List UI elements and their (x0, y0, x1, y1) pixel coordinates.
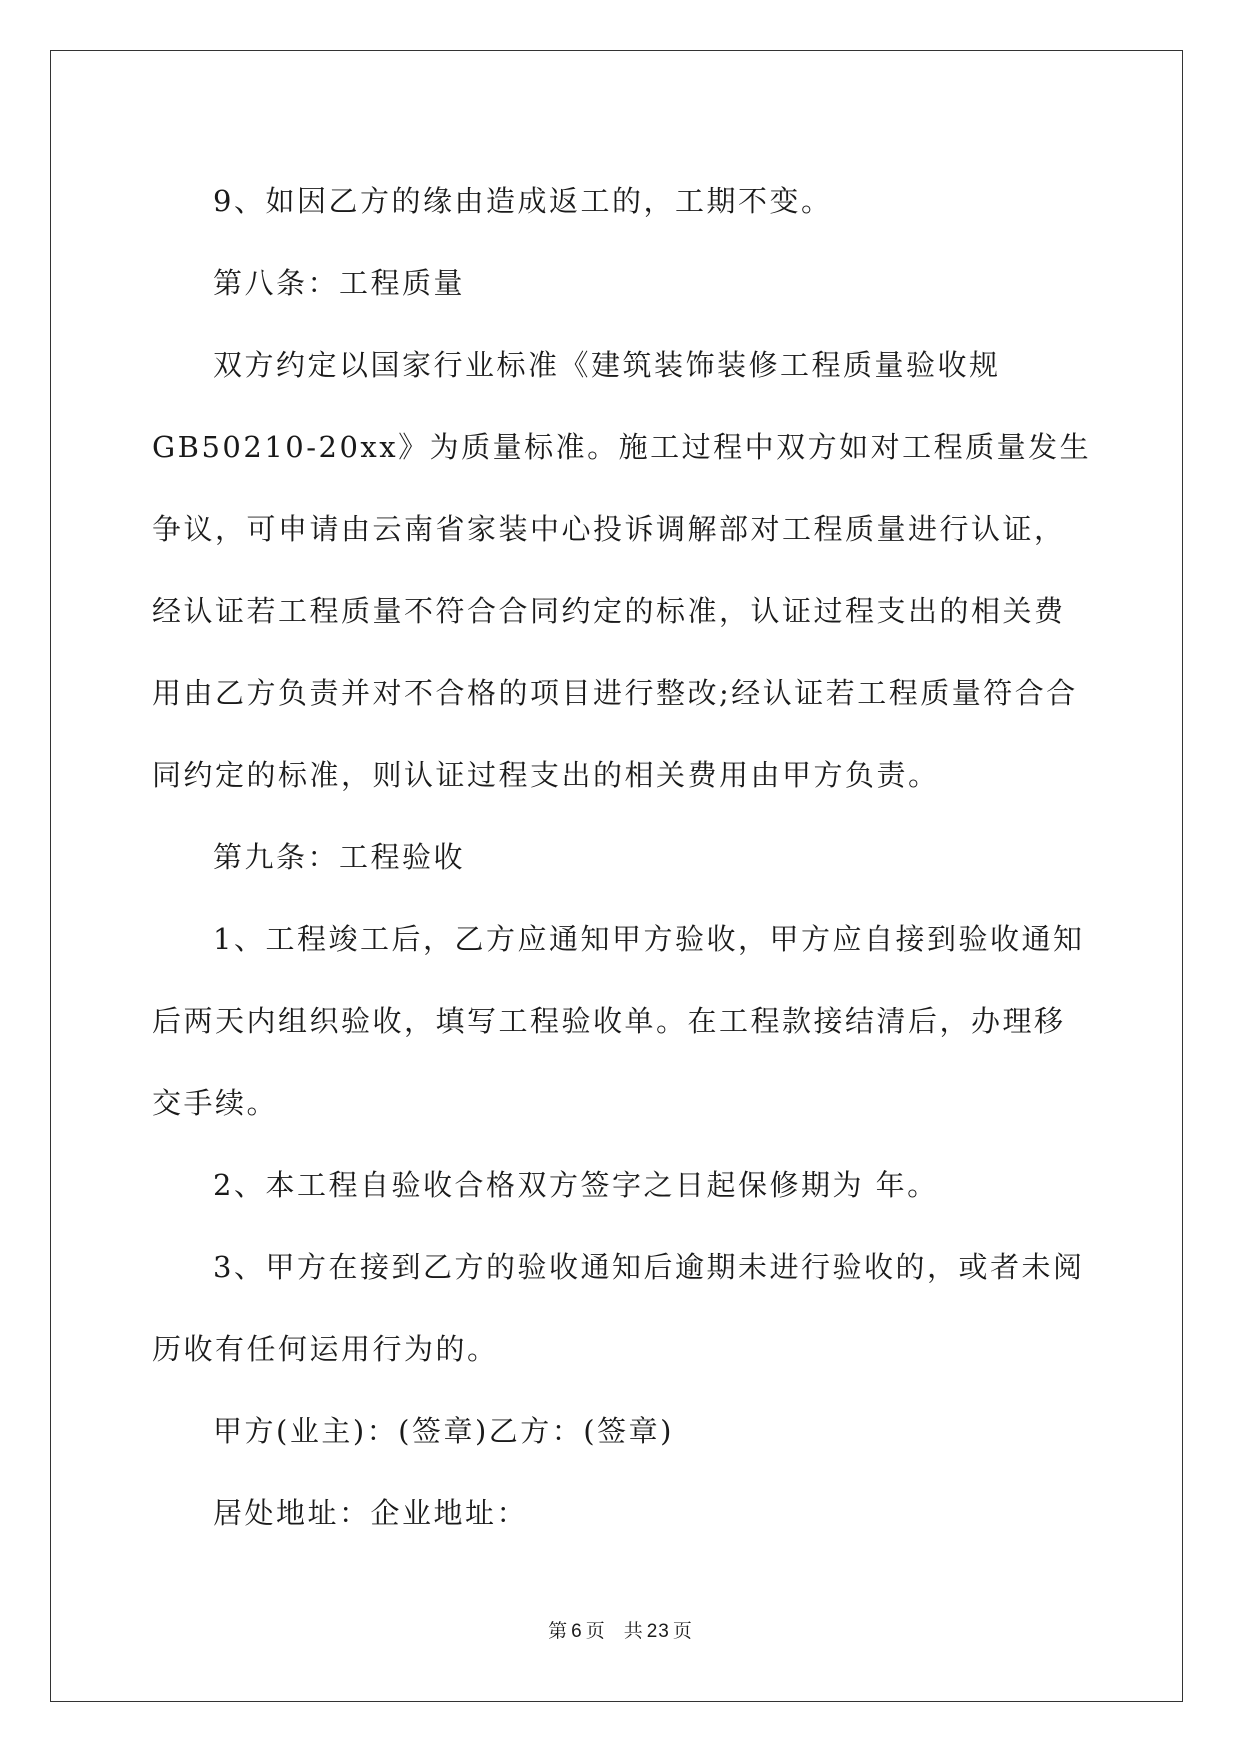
section-heading-article-9: 第九条：工程验收 (213, 840, 466, 874)
footer-page-total: 23 (646, 1621, 670, 1642)
paragraph-quality-standard: 双方约定以国家行业标准《建筑装饰装修工程质量验收规GB50210-20xx》为质量标准。施工过程中双方如对工程质量发生争议，可申请由云南省家装中心投诉调解部对工程质量进行认证，经认证若工程质量不符合合同约定的标准，认证过程支出的相关费用由乙方负责并对不合格的项目进行整改;经认证若工程质量符合合同约定的标准，则认证过程支出的相关费用由甲方负责。 (152, 348, 1092, 792)
paragraph-acceptance-3: 3、甲方在接到乙方的验收通知后逾期未进行验收的，或者未阅历收有任何运用行为的。 (152, 1250, 1085, 1366)
paragraph-item-9: 9、如因乙方的缘由造成返工的，工期不变。 (213, 184, 833, 218)
footer-page-unit: 页 (585, 1621, 606, 1642)
section-heading-article-8: 第八条：工程质量 (213, 266, 466, 300)
address-line: 居处地址：企业地址： (213, 1496, 529, 1530)
document-body (152, 160, 1092, 1554)
footer-page-prefix: 第 (548, 1621, 569, 1642)
signature-line: 甲方(业主)：(签章)乙方：(签章) (213, 1414, 674, 1448)
footer-total-unit: 页 (672, 1621, 693, 1642)
footer-total-prefix: 共 (623, 1621, 644, 1642)
footer-page-current: 6 (571, 1621, 583, 1642)
paragraph-acceptance-1: 1、工程竣工后，乙方应通知甲方验收，甲方应自接到验收通知后两天内组织验收，填写工程验收单。在工程款接结清后，办理移交手续。 (152, 922, 1085, 1120)
page-footer (0, 1616, 1241, 1643)
paragraph-acceptance-2: 2、本工程自验收合格双方签字之日起保修期为 年。 (213, 1168, 939, 1202)
